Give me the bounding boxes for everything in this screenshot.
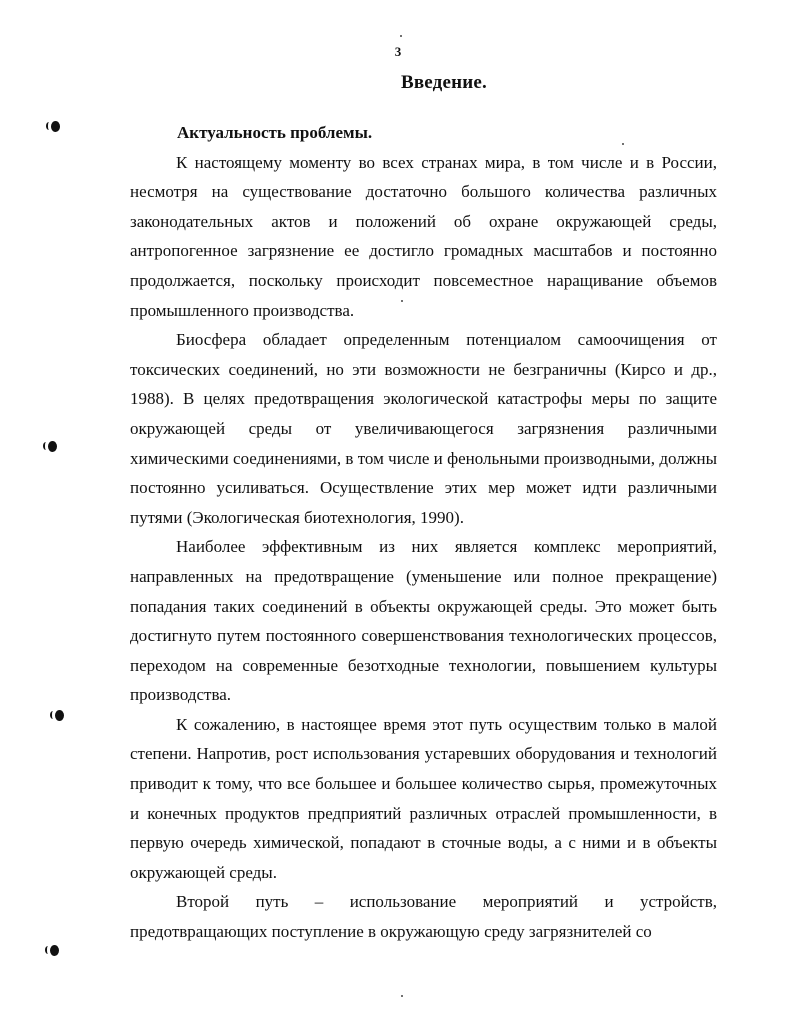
- scan-speck: [400, 35, 402, 37]
- punch-hole-mark: [50, 945, 59, 956]
- punch-hole-mark: [51, 121, 60, 132]
- scan-speck: [401, 995, 403, 997]
- paragraph: К настоящему моменту во всех странах мира, в том числе и в России, несмотря на существование достаточно большого количества различных законодательных актов и положений об охране окружающей среды, антропогенное загрязнение ее достигло громадных масштабов и постоянно продолжается, поскольку происходит повсеместное наращивание объемов промышленного производства.: [130, 152, 717, 320]
- paragraph: Наиболее эффективным из них является комплекс мероприятий, направленных на предотвращение (уменьшение или полное прекращение) попадания таких соединений в объекты окружающей среды. Это может быть достигнуто путем постоянного совершенствования технологических процессов, переходом на современные безотходные технологии, повышением культуры производства.: [130, 537, 717, 705]
- scan-speck: [622, 143, 624, 145]
- section-heading: Актуальность проблемы.: [177, 123, 373, 142]
- scan-speck: [401, 300, 403, 302]
- paragraph: Биосфера обладает определенным потенциалом самоочищения от токсических соединений, но эти возможности не безграничны (Кирсо и др., 1988). В целях предотвращения экологической катастрофы меры по защите окружающей среды от увеличивающегося загрязнения различными химическими соединениями, в том числе и фенольными производными, должны постоянно усиливаться. Осуществление этих мер может идти различными путями (Экологическая биотехнология, 1990).: [130, 330, 717, 527]
- page-number: 3: [394, 44, 402, 59]
- paragraph: Второй путь – использование мероприятий и устройств, предотвращающих поступление в окружающую среду загрязнителей со: [130, 892, 717, 942]
- punch-hole-mark: [55, 710, 64, 721]
- body-text: [130, 118, 717, 947]
- punch-hole-mark: [48, 441, 57, 452]
- paragraph: К сожалению, в настоящее время этот путь осуществим только в малой степени. Напротив, рост использования устаревших оборудования и технологий приводит к тому, что все большее и большее количество сырья, промежуточных и конечных продуктов предприятий различных отраслей промышленности, в первую очередь химической, попадают в сточные воды, а с ними и в объекты окружающей среды.: [130, 714, 717, 882]
- page-title: Введение.: [400, 72, 488, 93]
